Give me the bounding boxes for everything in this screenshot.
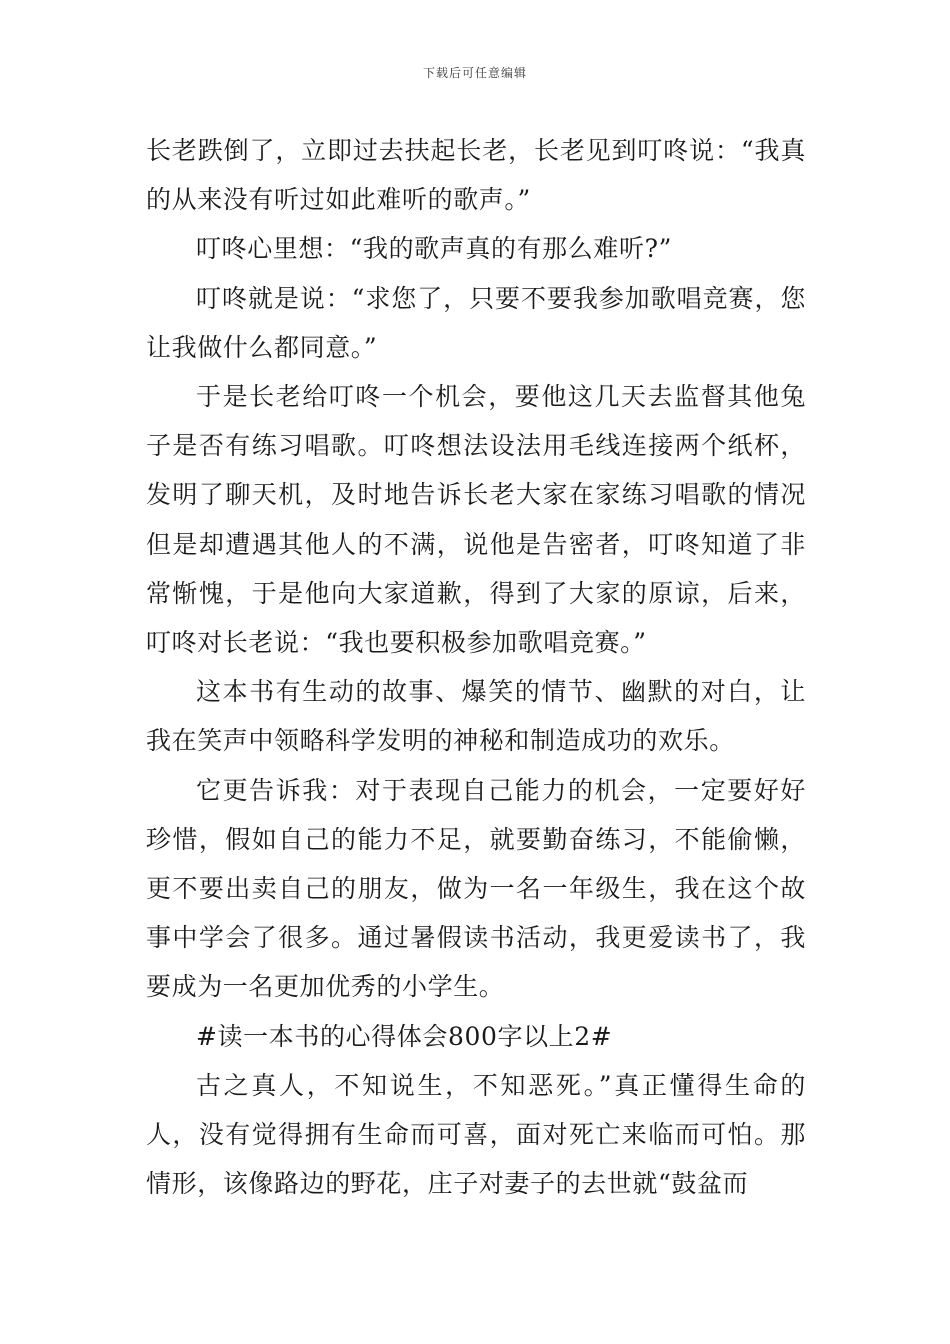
paragraph: 叮咚心里想：“我的歌声真的有那么难听?” xyxy=(196,234,672,264)
paragraph: 叮咚就是说：“求您了，只要不要我参加歌唱竞赛，您让我做什么都同意。” xyxy=(146,283,806,362)
paragraph: 古之真人，不知说生，不知恶死。”真正懂得生命的人，没有觉得拥有生命而可喜，面对死亡来临而可怕。那情形，该像路边的野花，庄子对妻子的去世就“鼓盆而 xyxy=(146,1070,806,1199)
section-heading: #读一本书的心得体会800字以上2# xyxy=(196,1021,613,1051)
paragraph: 这本书有生动的故事、爆笑的情节、幽默的对白，让我在笑声中领略科学发明的神秘和制造成功的欢乐。 xyxy=(146,677,806,756)
paragraph: 它更告诉我：对于表现自己能力的机会，一定要好好珍惜，假如自己的能力不足，就要勤奋练习，不能偷懒，更不要出卖自己的朋友，做为一名一年级生，我在这个故事中学会了很多。通过暑假读书活动，我更爱读书了，我要成为一名更加优秀的小学生。 xyxy=(146,775,806,1002)
paragraph: 长老跌倒了，立即过去扶起长老，长老见到叮咚说：“我真的从来没有听过如此难听的歌声。” xyxy=(146,136,806,215)
document-body xyxy=(146,126,806,1208)
page-header: 下载后可任意编辑 xyxy=(422,66,527,80)
paragraph: 于是长老给叮咚一个机会，要他这几天去监督其他兔子是否有练习唱歌。叮咚想法设法用毛线连接两个纸杯，发明了聊天机，及时地告诉长老大家在家练习唱歌的情况但是却遭遇其他人的不满，说他是告密者，叮咚知道了非常惭愧，于是他向大家道歉，得到了大家的原谅，后来，叮咚对长老说：“我也要积极参加歌唱竞赛。” xyxy=(146,382,806,658)
